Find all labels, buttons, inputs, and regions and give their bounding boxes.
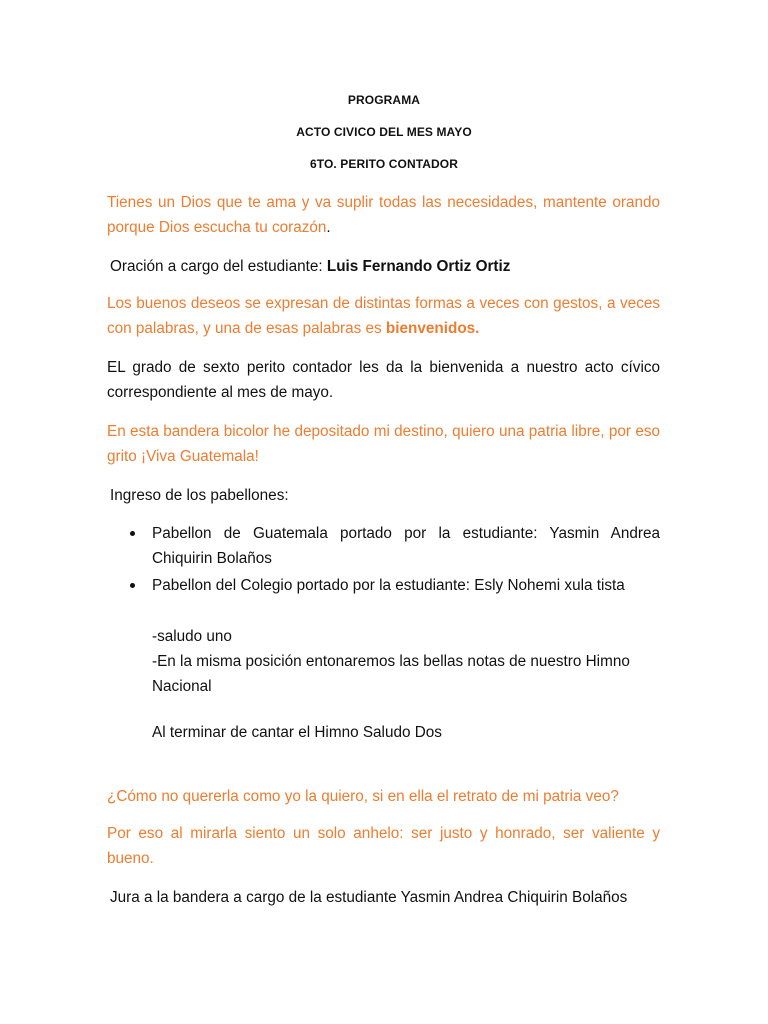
pavilion-item-text: Pabellon de Guatemala portado por la estudiante: Yasmin Andrea Chiquirin Bolaños (152, 525, 660, 567)
pavilion-item-text: Pabellon del Colegio portado por la estudiante: Esly Nohemi xula tista (152, 577, 625, 594)
welcome-paragraph: EL grado de sexto perito contador les da la bienvenida a nuestro acto cívico correspondiente al mes de mayo. (107, 359, 660, 401)
intro-text: Tienes un Dios que te ama y va suplir todas las necesidades, mantente orando porque Dios escucha tu corazón (107, 194, 660, 236)
prayer-label: Oración a cargo del estudiante: (110, 258, 327, 275)
anthem-text: -En la misma posición entonaremos las bellas notas de nuestro Himno Nacional (152, 653, 630, 695)
document-subtitle: ACTO CIVICO DEL MES MAYO (296, 125, 472, 139)
longing-paragraph: Por eso al mirarla siento un solo anhelo: ser justo y honrado, ser valiente y bueno. (107, 825, 660, 867)
pavilions-intro: Ingreso de los pabellones: (110, 487, 289, 504)
wishes-text: Los buenos deseos se expresan de distintas formas a veces con gestos, a veces con palabras, y una de esas palabras es (107, 295, 660, 337)
flag-paragraph: En esta bandera bicolor he depositado mi destino, quiero una patria libre, por eso grito ¡Viva Guatemala! (107, 423, 660, 465)
wishes-paragraph (107, 291, 660, 341)
prayer-paragraph (110, 254, 663, 279)
document-title: PROGRAMA (347, 93, 421, 107)
wishes-bold-word: bienvenidos. (385, 320, 480, 337)
salute-two-text: Al terminar de cantar el Himno Saludo Dos (152, 724, 442, 741)
intro-paragraph (107, 190, 660, 240)
list-item (107, 573, 660, 598)
intro-period: . (326, 219, 331, 236)
salute-one-text: -saludo uno (152, 628, 232, 645)
bullet-icon (130, 583, 135, 588)
question-paragraph: ¿Cómo no quererla como yo la quiero, si en ella el retrato de mi patria veo? (107, 788, 619, 805)
bullet-icon (130, 531, 135, 536)
list-item (107, 521, 660, 571)
prayer-student-name: Luis Fernando Ortiz Ortiz (326, 258, 511, 275)
oath-paragraph: Jura a la bandera a cargo de la estudiante Yasmin Andrea Chiquirin Bolaños (110, 889, 628, 906)
document-grade: 6TO. PERITO CONTADOR (309, 157, 458, 171)
